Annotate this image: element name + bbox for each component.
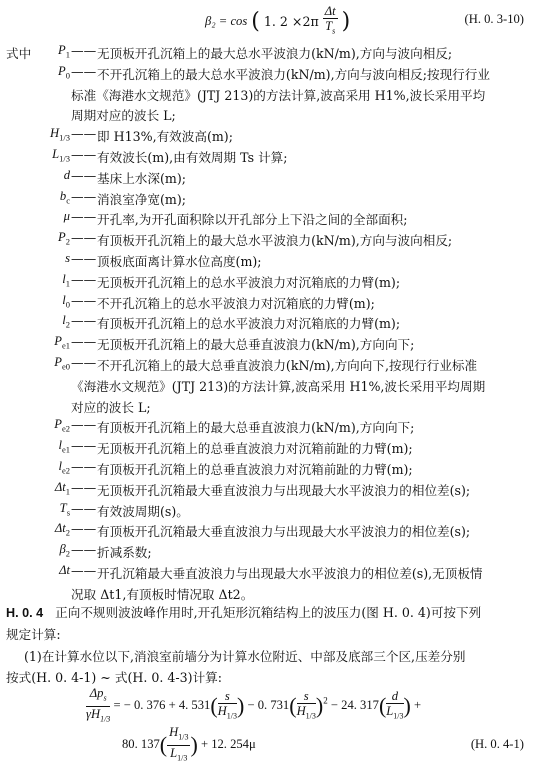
para1-line1: (1)在计算水位以下,消浪室前墙分为计算水位附近、中部及底部三个区,压差分别 (24, 649, 466, 664)
def-symbol: s (65, 251, 70, 265)
def-dash: —— (71, 292, 97, 308)
def-symbol: $P_1$ (58, 43, 70, 60)
def-text: 有顶板开孔沉箱上的最大总垂直波浪力(kN/m),方向向下; (97, 420, 415, 436)
section-h04 (6, 602, 481, 621)
equation-h0310: β₂ = cos ( 1. 2 ×2π $\frac{\Delta t}{T_s}$ ) (205, 4, 350, 38)
def-text: 不开孔沉箱上的最大总水平波浪力(kN/m),方向与波向相反;按现行行业 (97, 66, 490, 82)
def-symbol: $l_{e2}$ (58, 459, 70, 476)
def-dash: —— (71, 188, 97, 204)
def-text: 顶板底面离计算水位高度(m); (97, 254, 262, 269)
def-dash: —— (71, 355, 97, 370)
eq-term4: + (414, 697, 422, 712)
def-symbol: $\beta_2$ (59, 542, 70, 559)
def-symbol: $l_{e1}$ (58, 438, 70, 455)
def-text: 无顶板开孔沉箱上的总垂直波浪力对沉箱前趾的力臂(m); (97, 441, 413, 457)
def-text: 开孔沉箱最大垂直波浪力与出现最大水平波浪力的相位差(s),无顶板情 (97, 566, 483, 581)
def-symbol: $P_0$ (58, 63, 70, 81)
def-dash: —— (71, 43, 97, 58)
section-cont: 规定计算: (6, 627, 61, 642)
def-symbol: Δt (59, 563, 70, 577)
def-text: 有效波长(m),由有效周期 Ts 计算; (97, 150, 288, 165)
def-symbol: μ (63, 209, 70, 224)
def-dash: —— (71, 542, 97, 558)
def-symbol: $P_{e1}$ (54, 334, 70, 351)
def-dash: —— (71, 271, 97, 287)
def-symbol: $l_1$ (62, 271, 70, 289)
def-text: 有顶板开孔沉箱上的最大总水平波浪力(kN/m),方向与波向相反; (97, 233, 453, 249)
eq-term2: − 0. 731 (247, 697, 290, 712)
def-dash: —— (71, 63, 97, 79)
def-symbol: $P_{e0}$ (54, 355, 70, 372)
def-text: 无顶板开孔沉箱上的最大总垂直波浪力(kN/m),方向向下; (97, 337, 415, 353)
eq-lhs-fraction: $\frac{\Delta p_s}{\gamma H_{1/3}}$ (86, 686, 111, 724)
def-symbol: $l_2$ (62, 313, 70, 330)
section-text: 正向不规则波波峰作用时,开孔矩形沉箱结构上的波压力(图 H. 0. 4)可按下列 (55, 605, 482, 620)
def-dash: —— (71, 500, 97, 516)
eq-term1: = − 0. 376 + 4. 531 (113, 697, 211, 712)
def-continuation: 标准《海港水文规范》(JTJ 213)的方法计算,波高采用 H1%,波长采用平均 (71, 87, 486, 103)
eq-den: T (325, 19, 333, 33)
equation-number-top: (H. 0. 3-10) (464, 12, 524, 26)
def-dash: —— (71, 167, 97, 183)
def-dash: —— (71, 147, 97, 162)
def-symbol: $P_{e2}$ (54, 417, 70, 434)
eq-term3: − 24. 317 (330, 697, 379, 712)
def-continuation: 对应的波长 L; (71, 399, 151, 415)
eq-num: Δt (324, 4, 336, 18)
def-continuation: 周期对应的波长 L; (71, 108, 176, 124)
def-dash: —— (71, 251, 97, 266)
def-text: 有顶板开孔沉箱最大垂直波浪力与出现最大水平波浪力的相位差(s); (97, 524, 471, 540)
def-dash: —— (71, 459, 97, 474)
def-dash: —— (71, 479, 97, 495)
def-text: 即 H13%,有效波高(m); (97, 129, 233, 145)
def-text: 基床上水深(m); (97, 170, 186, 186)
def-dash: —— (71, 230, 97, 246)
def-text: 不开孔沉箱上的总水平波浪力对沉箱底的力臂(m); (97, 295, 375, 311)
def-symbol: $P_2$ (58, 230, 70, 247)
def-text: 有顶板开孔沉箱上的总垂直波浪力对沉箱前趾的力臂(m); (97, 462, 413, 477)
where-label: 式中 (6, 46, 32, 61)
def-text: 有顶板开孔沉箱上的总水平波浪力对沉箱底的力臂(m); (97, 316, 401, 332)
def-symbol: $H_{1/3}$ (50, 126, 70, 143)
def-symbol: $\Delta t_1$ (54, 479, 70, 497)
def-symbol: $\Delta t_2$ (54, 521, 70, 538)
def-symbol: $b_c$ (59, 188, 70, 206)
def-text: 折减系数; (97, 545, 152, 561)
def-text: 无顶板开孔沉箱最大垂直波浪力与出现最大水平波浪力的相位差(s); (97, 482, 471, 498)
eq-line2b: + 12. 254μ (200, 736, 256, 751)
def-dash: —— (71, 563, 97, 578)
def-symbol: $l_0$ (62, 292, 70, 310)
def-dash: —— (71, 126, 97, 142)
section-number: H. 0. 4 (6, 606, 44, 620)
eq-mid: 1. 2 ×2π (263, 13, 319, 29)
equation-h041-line2: 80. 137( $\frac{H_{1/3}}{L_{1/3}}$ ) + 12. 254μ (122, 725, 256, 763)
def-dash: —— (71, 313, 97, 329)
def-text: 开孔率,为开孔面积除以开孔部分上下沿之间的全部面积; (97, 212, 408, 228)
para1-line2: 按式(H. 0. 4-1) ~ 式(H. 0. 4-3)计算: (6, 670, 223, 685)
def-dash: —— (71, 438, 97, 454)
def-dash: —— (71, 209, 97, 225)
equation-h041: $\frac{\Delta p_s}{\gamma H_{1/3}}$ = − 0. 376 + 4. 531( $\frac{s}{H_{1/3}}$ ) − 0. 731( $\frac{s}{H_{1/3}}$ )$^2$ − 24. 317( $\frac{d}{L_{1/3}}$ ) + (86, 686, 421, 726)
def-text: 无顶板开孔沉箱上的总水平波浪力对沉箱底的力臂(m); (97, 274, 401, 290)
def-continuation: 《海港水文规范》(JTJ 213)的方法计算,波高采用 H1%,波长采用平均周期 (71, 378, 486, 394)
def-text: 有效波周期(s)。 (97, 503, 189, 519)
def-dash: —— (71, 521, 97, 537)
eq-line2a: 80. 137 (122, 736, 160, 751)
def-dash: —— (71, 334, 97, 350)
eq-lhs: β₂ = cos (205, 13, 248, 28)
def-symbol: $L_{1/3}$ (52, 147, 70, 164)
equation-number-bottom: (H. 0. 4-1) (470, 737, 524, 751)
def-text: 不开孔沉箱上的最大总垂直波浪力(kN/m),方向向下,按现行行业标准 (97, 358, 478, 373)
eq-fraction: $\frac{\Delta t}{T_s}$ (324, 4, 336, 36)
def-continuation: 况取 Δt1,有顶板时情况取 Δt2。 (71, 586, 254, 602)
def-text: 消浪室净宽(m); (97, 191, 186, 207)
def-dash: —— (71, 417, 97, 433)
def-text: 无顶板开孔沉箱上的最大总水平波浪力(kN/m),方向与波向相反; (97, 46, 453, 61)
def-symbol: $T_s$ (59, 500, 70, 518)
def-symbol: d (63, 167, 70, 182)
